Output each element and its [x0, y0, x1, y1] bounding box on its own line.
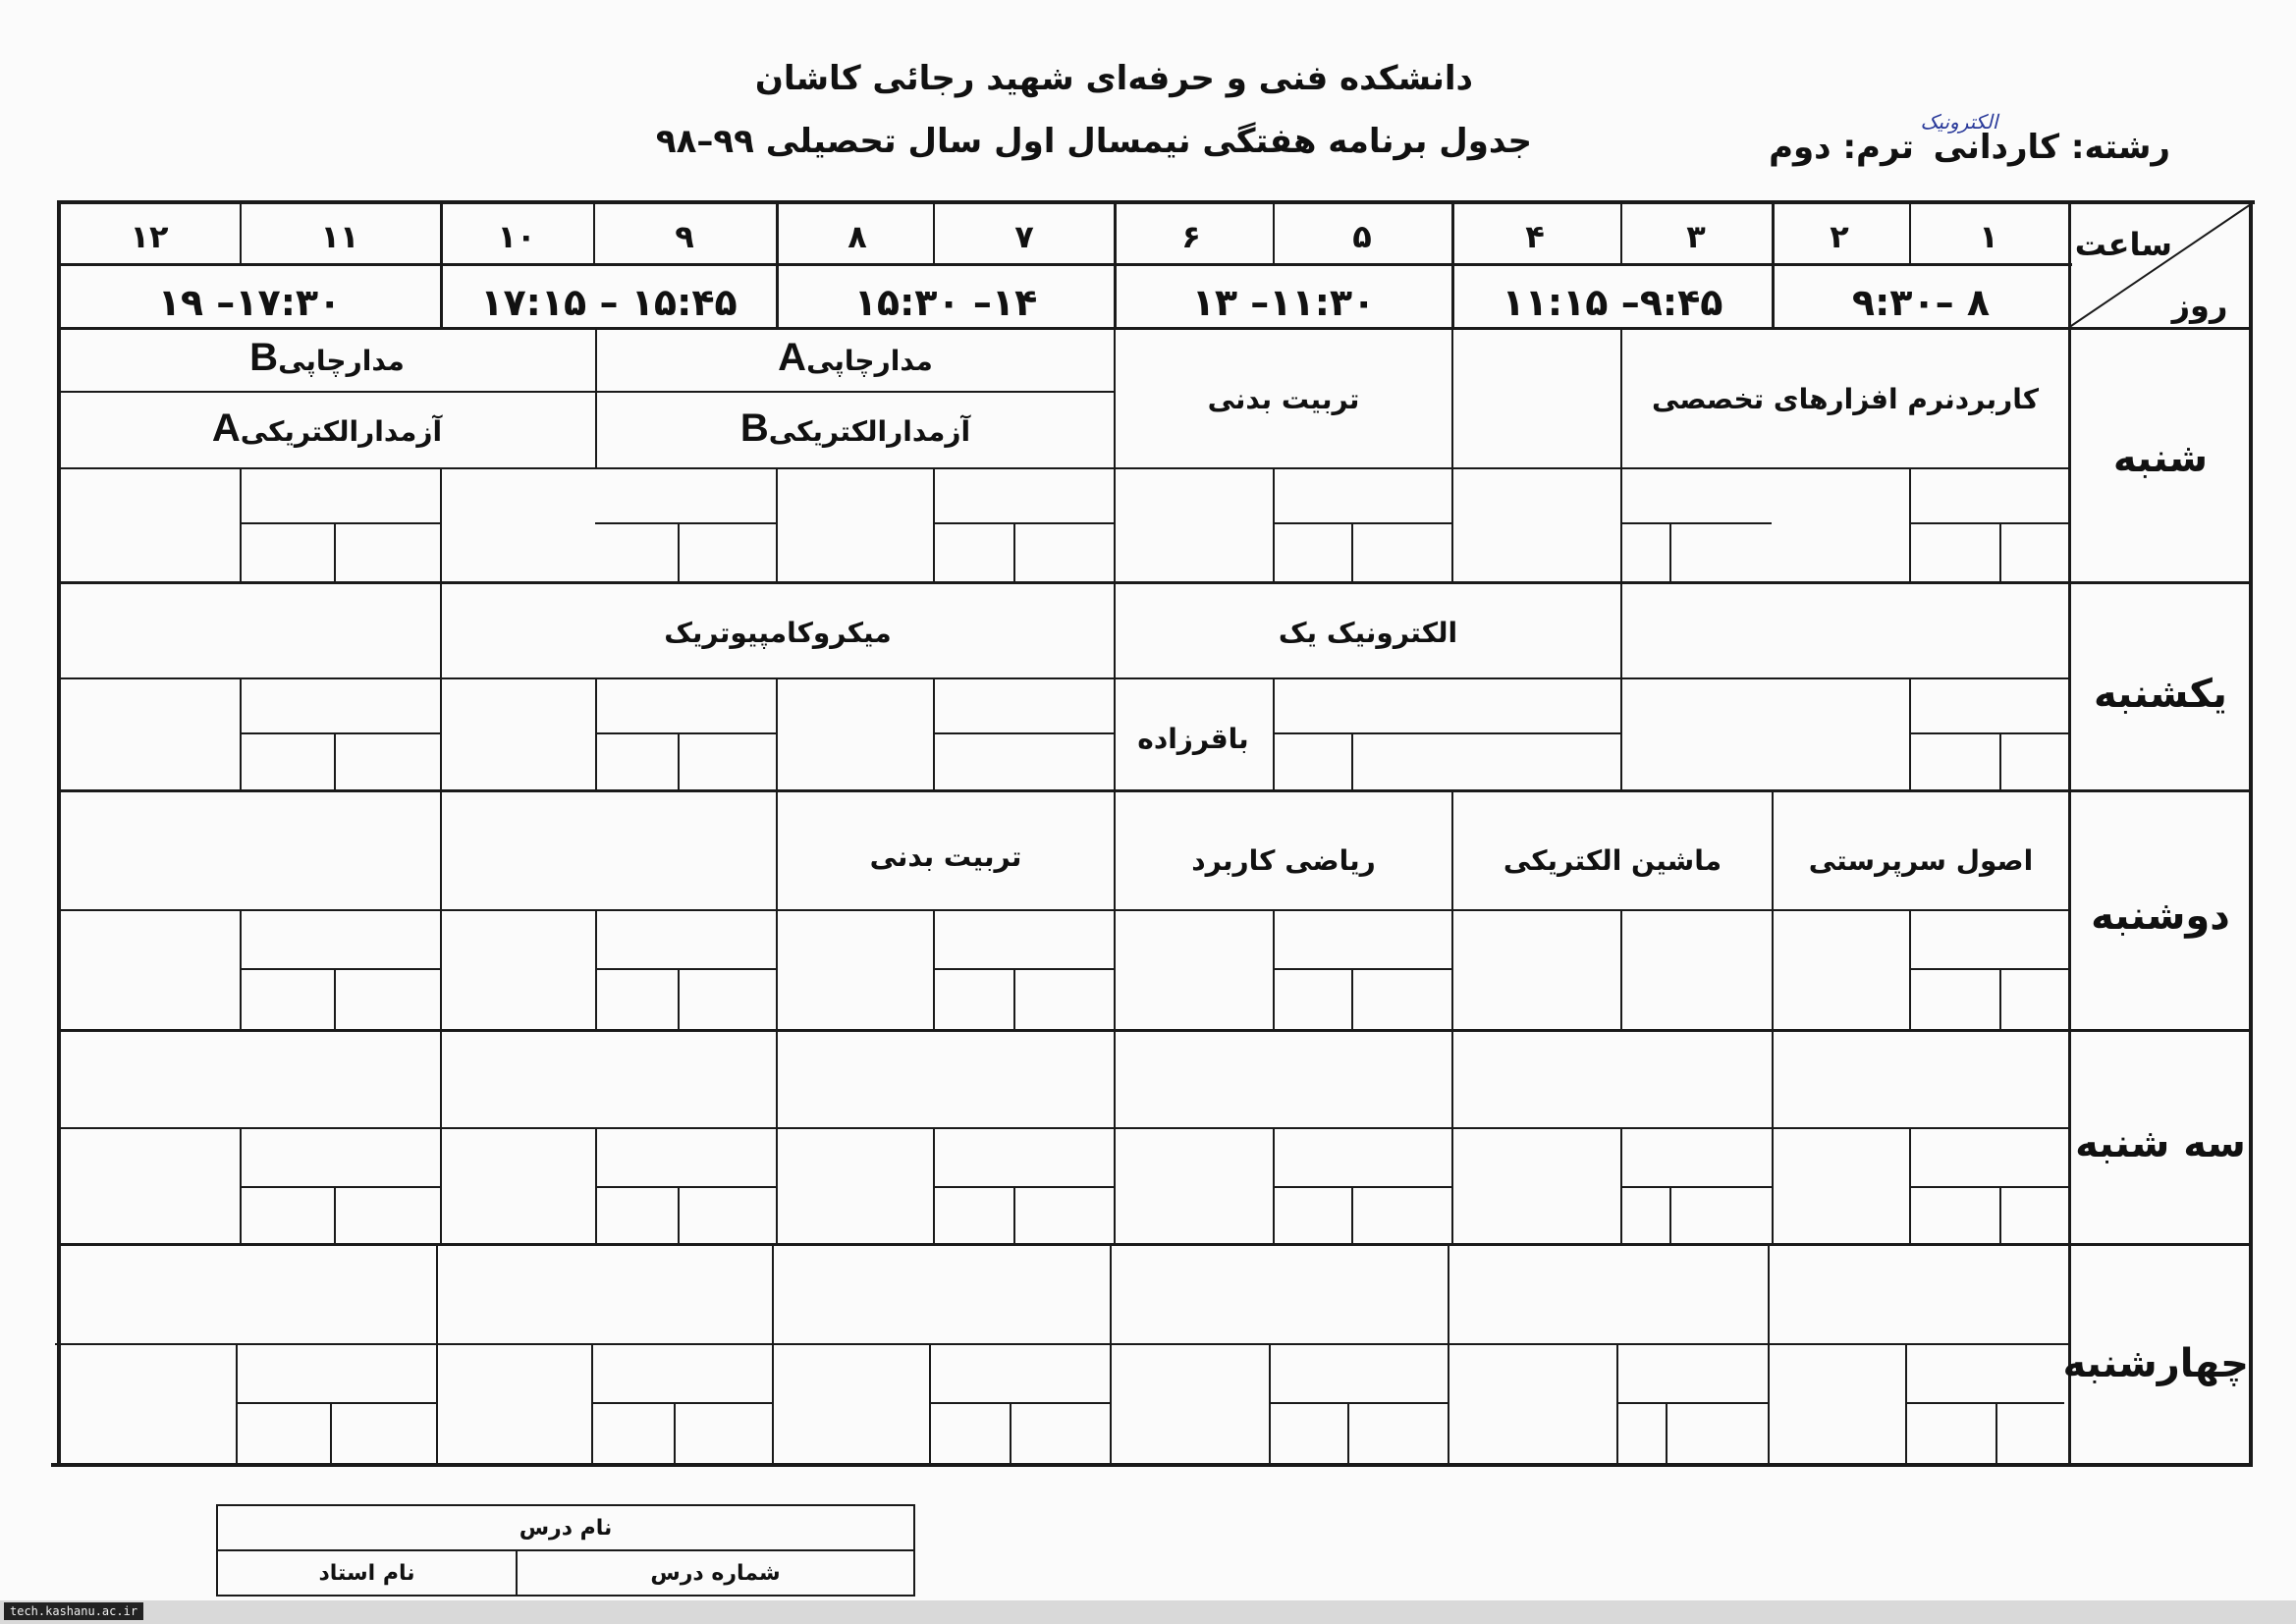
site-watermark: tech.kashanu.ac.ir [4, 1602, 143, 1620]
period-number: ۷ [1014, 218, 1034, 255]
period-number: ۱۱ [320, 218, 359, 255]
day-sunday: یکشنبه [2094, 672, 2227, 717]
course-cell: ماشین الکتریکی [1503, 844, 1722, 877]
period-number: ۱۰ [497, 218, 536, 255]
period-number: ۴ [1525, 218, 1545, 255]
period-number: ۵ [1352, 218, 1372, 255]
term-label: ترم: دوم [1769, 128, 1914, 167]
legend-course-name: نام درس [519, 1516, 613, 1541]
period-number: ۲ [1830, 218, 1849, 255]
hour-label: ساعت [2074, 226, 2172, 263]
group-letter: B [249, 336, 279, 379]
course-cell [599, 336, 1112, 380]
time-slot: ۱۷:۳۰– ۱۹ [157, 281, 342, 324]
course-teacher: باقرزاده [1137, 723, 1249, 755]
period-number: ۹ [675, 218, 694, 255]
period-number: ۱۲ [130, 218, 169, 255]
field-label: رشته: کاردانی [1933, 128, 2170, 167]
course-cell [599, 406, 1112, 451]
course-cell: تربیت بدنی [869, 840, 1022, 873]
day-monday: دوشنبه [2091, 893, 2230, 939]
group-letter: B [739, 406, 769, 450]
course-cell: الکترونیک یک [1278, 617, 1458, 649]
legend-course-number: شماره درس [650, 1561, 781, 1586]
schedule-title: جدول برنامه هفتگی نیمسال اول سال تحصیلی ۹۹–۹۸ [655, 122, 1532, 161]
course-cell: ریاضی کاربرد [1191, 844, 1376, 877]
institution-title: دانشکده فنی و حرفه‌ای شهید رجائی کاشان [754, 59, 1473, 98]
period-number: ۸ [847, 218, 867, 255]
day-tuesday: سه شنبه [2075, 1121, 2246, 1166]
day-label: روز [2171, 287, 2228, 324]
time-slot: ۹:۴۵– ۱۱:۱۵ [1502, 281, 1723, 324]
day-wednesday: چهارشنبه [2062, 1341, 2249, 1386]
course-name: آزمدارالکتریکی [240, 415, 443, 448]
time-slot: ۱۱:۳۰– ۱۳ [1191, 281, 1376, 324]
period-number: ۱ [1979, 218, 1998, 255]
field-handwritten-note: الکترونیک [1920, 110, 1998, 134]
course-name: مدارچاپی [278, 345, 405, 377]
time-slot: ۱۴– ۱۵:۳۰ [853, 281, 1038, 324]
time-slot: ۱۵:۴۵ – ۱۷:۱۵ [480, 281, 738, 324]
day-saturday: شنبه [2112, 436, 2209, 481]
course-cell: میکروکامپیوتریک [664, 617, 892, 649]
scan-footer-strip [0, 1600, 2296, 1624]
course-name: مدارچاپی [806, 345, 933, 377]
course-cell: کاربردنرم افزارهای تخصصی [1651, 383, 2040, 415]
time-slot: ۸ –۹:۳۰ [1851, 281, 1991, 324]
course-cell: اصول سرپرستی [1808, 844, 2034, 877]
course-name: آزمدارالکتریکی [768, 415, 971, 448]
course-cell [61, 336, 593, 380]
group-letter: A [211, 406, 241, 450]
legend-teacher-name: نام استاد [318, 1561, 415, 1586]
period-number: ۶ [1181, 218, 1201, 255]
course-cell [61, 406, 593, 451]
course-cell: تربیت بدنی [1207, 383, 1360, 415]
group-letter: A [778, 336, 807, 379]
period-number: ۳ [1686, 218, 1706, 255]
